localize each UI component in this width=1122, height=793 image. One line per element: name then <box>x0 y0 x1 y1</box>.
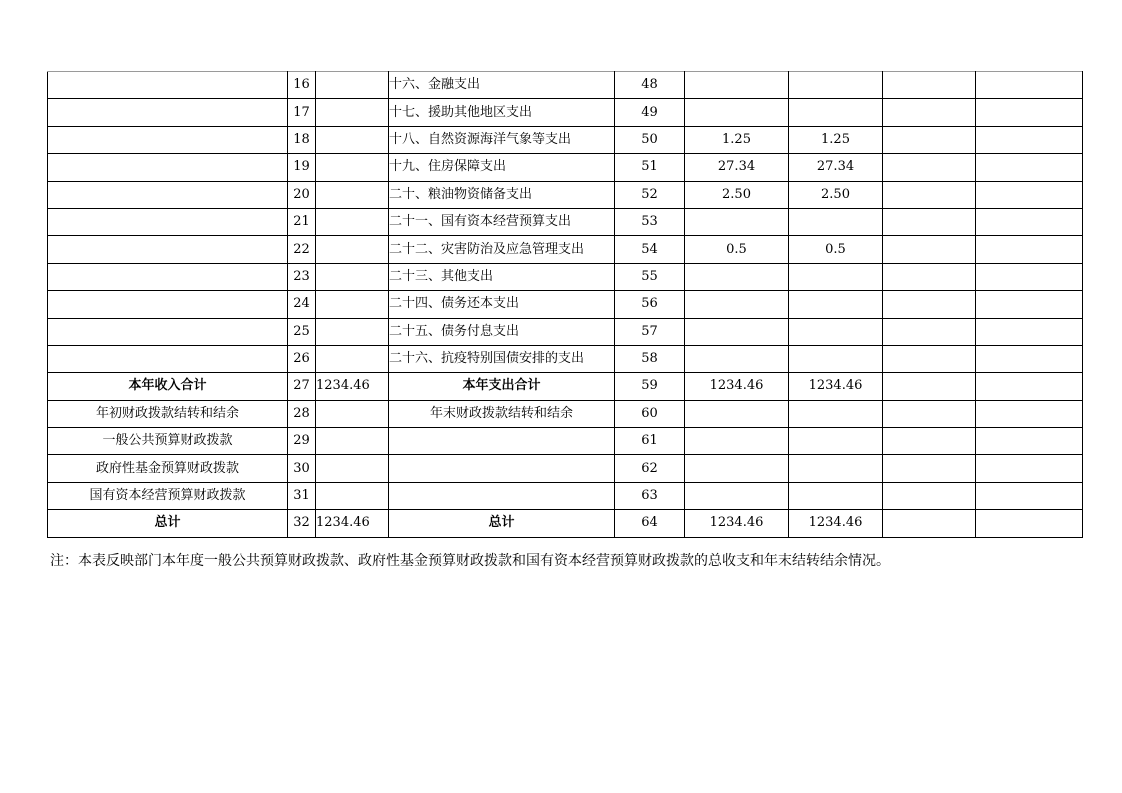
expense-total-amount <box>685 263 789 290</box>
government-fund-amount <box>883 400 976 427</box>
income-item-label <box>48 154 288 181</box>
table-row <box>48 208 1083 235</box>
income-item-label <box>48 72 288 99</box>
grand-total-row <box>48 510 1083 537</box>
state-capital-amount <box>976 400 1083 427</box>
table-row <box>48 154 1083 181</box>
state-capital-amount <box>976 154 1083 181</box>
expense-carryover-label <box>389 482 615 509</box>
expense-row-number: 52 <box>615 181 685 208</box>
income-row-number: 31 <box>288 482 316 509</box>
income-row-number: 28 <box>288 400 316 427</box>
income-grand-total-label: 总计 <box>48 510 288 537</box>
income-row-number: 21 <box>288 208 316 235</box>
state-capital-amount <box>976 428 1083 455</box>
expense-carryover-label <box>389 428 615 455</box>
income-item-label <box>48 99 288 126</box>
income-row-number: 29 <box>288 428 316 455</box>
income-amount <box>316 72 389 99</box>
expense-row-number: 61 <box>615 428 685 455</box>
expense-row-number: 64 <box>615 510 685 537</box>
carryover-row <box>48 400 1083 427</box>
government-fund-amount <box>883 373 976 400</box>
expense-total-amount <box>685 208 789 235</box>
general-budget-amount <box>789 72 883 99</box>
general-budget-amount: 1234.46 <box>789 510 883 537</box>
government-fund-amount <box>883 72 976 99</box>
expense-item-label: 十六、金融支出 <box>389 72 615 99</box>
expense-row-number: 53 <box>615 208 685 235</box>
expense-item-label: 二十六、抗疫特别国债安排的支出 <box>389 345 615 372</box>
expense-item-label: 二十四、债务还本支出 <box>389 291 615 318</box>
income-carryover-label: 年初财政拨款结转和结余 <box>48 400 288 427</box>
government-fund-amount <box>883 263 976 290</box>
income-row-number: 25 <box>288 318 316 345</box>
income-amount <box>316 181 389 208</box>
expense-item-label: 十七、援助其他地区支出 <box>389 99 615 126</box>
income-amount <box>316 455 389 482</box>
general-budget-amount <box>789 291 883 318</box>
government-fund-amount <box>883 208 976 235</box>
table-row <box>48 181 1083 208</box>
expense-item-label: 二十五、债务付息支出 <box>389 318 615 345</box>
expense-total-amount: 1.25 <box>685 126 789 153</box>
income-row-number: 17 <box>288 99 316 126</box>
state-capital-amount <box>976 263 1083 290</box>
income-row-number: 18 <box>288 126 316 153</box>
general-budget-amount <box>789 208 883 235</box>
general-budget-amount <box>789 428 883 455</box>
table-row <box>48 291 1083 318</box>
government-fund-amount <box>883 154 976 181</box>
government-fund-amount <box>883 236 976 263</box>
income-carryover-label: 一般公共预算财政拨款 <box>48 428 288 455</box>
expense-row-number: 59 <box>615 373 685 400</box>
table-row <box>48 72 1083 99</box>
general-budget-amount <box>789 318 883 345</box>
income-item-label <box>48 263 288 290</box>
expense-item-label: 二十三、其他支出 <box>389 263 615 290</box>
general-budget-amount <box>789 455 883 482</box>
government-fund-amount <box>883 291 976 318</box>
income-item-label <box>48 126 288 153</box>
income-amount <box>316 263 389 290</box>
income-amount <box>316 208 389 235</box>
table-footnote: 注：本表反映部门本年度一般公共预算财政拨款、政府性基金预算财政拨款和国有资本经营预算财政拨款的总收支和年末结转结余情况。 <box>50 553 890 569</box>
income-amount <box>316 318 389 345</box>
expense-row-number: 60 <box>615 400 685 427</box>
expense-row-number: 55 <box>615 263 685 290</box>
income-row-number: 19 <box>288 154 316 181</box>
income-amount <box>316 236 389 263</box>
expense-item-label: 二十、粮油物资储备支出 <box>389 181 615 208</box>
income-amount <box>316 482 389 509</box>
expense-row-number: 50 <box>615 126 685 153</box>
expense-total-amount <box>685 428 789 455</box>
general-budget-amount: 1234.46 <box>789 373 883 400</box>
table-row <box>48 263 1083 290</box>
state-capital-amount <box>976 318 1083 345</box>
government-fund-amount <box>883 126 976 153</box>
general-budget-amount: 27.34 <box>789 154 883 181</box>
state-capital-amount <box>976 510 1083 537</box>
government-fund-amount <box>883 345 976 372</box>
expense-total-amount <box>685 72 789 99</box>
income-total-label: 本年收入合计 <box>48 373 288 400</box>
general-budget-amount <box>789 263 883 290</box>
expense-total-amount <box>685 345 789 372</box>
income-amount <box>316 126 389 153</box>
expense-total-amount: 0.5 <box>685 236 789 263</box>
annual-total-row <box>48 373 1083 400</box>
general-budget-amount: 1.25 <box>789 126 883 153</box>
government-fund-amount <box>883 482 976 509</box>
income-amount <box>316 400 389 427</box>
income-item-label <box>48 345 288 372</box>
expense-total-amount <box>685 291 789 318</box>
income-carryover-label: 国有资本经营预算财政拨款 <box>48 482 288 509</box>
state-capital-amount <box>976 455 1083 482</box>
government-fund-amount <box>883 510 976 537</box>
state-capital-amount <box>976 373 1083 400</box>
table-row <box>48 126 1083 153</box>
government-fund-amount <box>883 428 976 455</box>
income-row-number: 32 <box>288 510 316 537</box>
expense-row-number: 49 <box>615 99 685 126</box>
general-budget-amount <box>789 482 883 509</box>
expense-total-amount: 27.34 <box>685 154 789 181</box>
expense-total-amount: 2.50 <box>685 181 789 208</box>
income-amount <box>316 99 389 126</box>
income-item-label <box>48 236 288 263</box>
expense-row-number: 57 <box>615 318 685 345</box>
income-grand-total-amount: 1234.46 <box>316 510 389 537</box>
expense-item-label: 二十一、国有资本经营预算支出 <box>389 208 615 235</box>
general-budget-amount <box>789 400 883 427</box>
expense-carryover-label <box>389 455 615 482</box>
carryover-row <box>48 455 1083 482</box>
government-fund-amount <box>883 181 976 208</box>
expense-grand-total-label: 总计 <box>389 510 615 537</box>
state-capital-amount <box>976 482 1083 509</box>
income-total-amount: 1234.46 <box>316 373 389 400</box>
expense-row-number: 62 <box>615 455 685 482</box>
income-row-number: 22 <box>288 236 316 263</box>
government-fund-amount <box>883 455 976 482</box>
expense-total-amount <box>685 455 789 482</box>
income-amount <box>316 291 389 318</box>
state-capital-amount <box>976 291 1083 318</box>
income-row-number: 24 <box>288 291 316 318</box>
income-item-label <box>48 181 288 208</box>
expense-total-amount <box>685 99 789 126</box>
expense-row-number: 56 <box>615 291 685 318</box>
expense-item-label: 十八、自然资源海洋气象等支出 <box>389 126 615 153</box>
general-budget-amount <box>789 345 883 372</box>
expense-row-number: 63 <box>615 482 685 509</box>
expense-carryover-label: 年末财政拨款结转和结余 <box>389 400 615 427</box>
table-row <box>48 318 1083 345</box>
state-capital-amount <box>976 181 1083 208</box>
income-amount <box>316 345 389 372</box>
table-body <box>48 72 1083 538</box>
table-row <box>48 99 1083 126</box>
government-fund-amount <box>883 318 976 345</box>
expense-total-amount: 1234.46 <box>685 510 789 537</box>
fiscal-appropriation-table <box>47 71 1083 538</box>
general-budget-amount: 0.5 <box>789 236 883 263</box>
income-item-label <box>48 318 288 345</box>
expense-total-amount <box>685 318 789 345</box>
income-row-number: 23 <box>288 263 316 290</box>
expense-row-number: 48 <box>615 72 685 99</box>
table-row <box>48 345 1083 372</box>
government-fund-amount <box>883 99 976 126</box>
general-budget-amount: 2.50 <box>789 181 883 208</box>
expense-total-amount <box>685 482 789 509</box>
income-row-number: 27 <box>288 373 316 400</box>
expense-item-label: 十九、住房保障支出 <box>389 154 615 181</box>
state-capital-amount <box>976 126 1083 153</box>
income-amount <box>316 154 389 181</box>
carryover-row <box>48 482 1083 509</box>
state-capital-amount <box>976 208 1083 235</box>
expense-total-amount: 1234.46 <box>685 373 789 400</box>
state-capital-amount <box>976 72 1083 99</box>
income-amount <box>316 428 389 455</box>
state-capital-amount <box>976 236 1083 263</box>
expense-row-number: 54 <box>615 236 685 263</box>
general-budget-amount <box>789 99 883 126</box>
income-row-number: 26 <box>288 345 316 372</box>
expense-total-label: 本年支出合计 <box>389 373 615 400</box>
expense-total-amount <box>685 400 789 427</box>
income-row-number: 16 <box>288 72 316 99</box>
income-item-label <box>48 291 288 318</box>
expense-row-number: 58 <box>615 345 685 372</box>
income-row-number: 30 <box>288 455 316 482</box>
income-row-number: 20 <box>288 181 316 208</box>
expense-item-label: 二十二、灾害防治及应急管理支出 <box>389 236 615 263</box>
state-capital-amount <box>976 99 1083 126</box>
income-item-label <box>48 208 288 235</box>
state-capital-amount <box>976 345 1083 372</box>
carryover-row <box>48 428 1083 455</box>
expense-row-number: 51 <box>615 154 685 181</box>
table-row <box>48 236 1083 263</box>
income-carryover-label: 政府性基金预算财政拨款 <box>48 455 288 482</box>
